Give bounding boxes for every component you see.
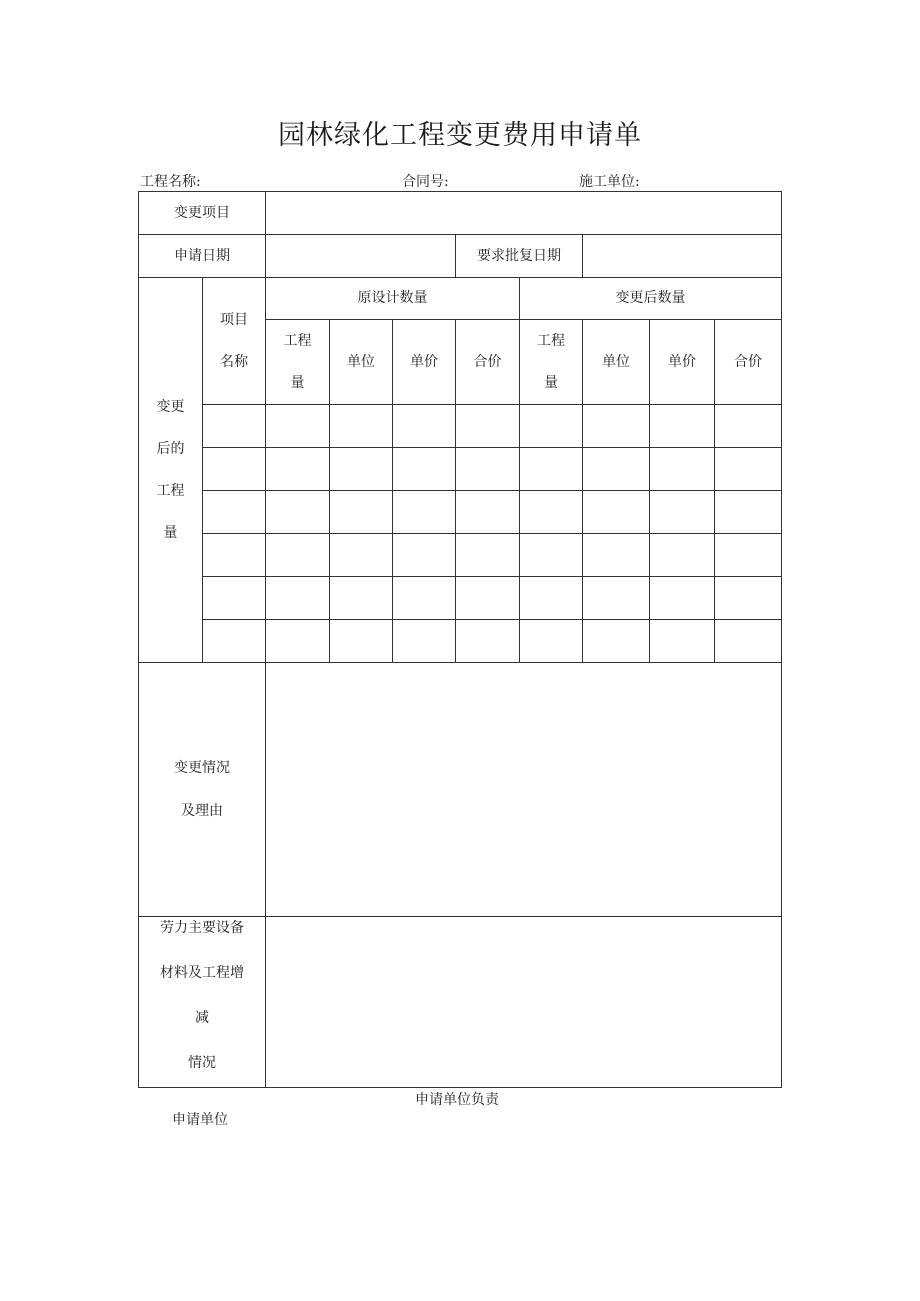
change-reason-label: 变更情况 及理由: [139, 663, 266, 917]
table-cell[interactable]: [520, 405, 583, 448]
changed-price-header: 单价: [650, 320, 715, 405]
table-cell[interactable]: [203, 405, 266, 448]
table-cell[interactable]: [583, 491, 650, 534]
responsible-person-label: 申请单位负责: [415, 1092, 499, 1108]
table-cell[interactable]: [203, 448, 266, 491]
table-cell[interactable]: [456, 491, 520, 534]
table-cell[interactable]: [456, 405, 520, 448]
table-cell[interactable]: [715, 491, 782, 534]
table-cell[interactable]: [583, 577, 650, 620]
table-cell[interactable]: [393, 534, 456, 577]
project-name-label: 工程名称:: [140, 174, 201, 190]
table-cell[interactable]: [650, 448, 715, 491]
original-unit-header: 单位: [330, 320, 393, 405]
changed-quantity-section-label: 变更 后的 工程 量: [139, 278, 203, 663]
table-cell[interactable]: [520, 577, 583, 620]
resources-change-label: 劳力主要设备 材料及工程增 减 情况: [139, 917, 266, 1088]
table-row: [139, 577, 782, 620]
table-cell[interactable]: [650, 577, 715, 620]
original-quantity-header: 原设计数量: [266, 278, 520, 320]
table-cell[interactable]: [203, 534, 266, 577]
changed-quantity-header: 变更后数量: [520, 278, 782, 320]
apply-date-label: 申请日期: [139, 235, 266, 278]
table-cell[interactable]: [266, 577, 330, 620]
table-cell[interactable]: [330, 448, 393, 491]
table-cell[interactable]: [715, 448, 782, 491]
table-cell[interactable]: [203, 620, 266, 663]
applicant-label: 申请单位: [172, 1112, 228, 1128]
table-cell[interactable]: [520, 448, 583, 491]
table-cell[interactable]: [456, 620, 520, 663]
table-row: [139, 620, 782, 663]
table-cell[interactable]: [266, 491, 330, 534]
changed-qty-header: 工程 量: [520, 320, 583, 405]
changed-unit-header: 单位: [583, 320, 650, 405]
table-cell[interactable]: [203, 491, 266, 534]
table-row: [139, 405, 782, 448]
table-cell[interactable]: [330, 405, 393, 448]
change-item-label: 变更项目: [139, 192, 266, 235]
contractor-label: 施工单位:: [579, 174, 640, 190]
table-cell[interactable]: [650, 491, 715, 534]
table-cell[interactable]: [715, 577, 782, 620]
table-row: [139, 534, 782, 577]
table-cell[interactable]: [393, 491, 456, 534]
table-cell[interactable]: [330, 620, 393, 663]
table-cell[interactable]: [266, 405, 330, 448]
table-cell[interactable]: [650, 620, 715, 663]
table-cell[interactable]: [266, 620, 330, 663]
table-cell[interactable]: [583, 448, 650, 491]
table-cell[interactable]: [650, 405, 715, 448]
table-cell[interactable]: [715, 405, 782, 448]
table-cell[interactable]: [650, 534, 715, 577]
table-cell[interactable]: [583, 534, 650, 577]
table-row: [139, 491, 782, 534]
table-cell[interactable]: [266, 448, 330, 491]
table-cell[interactable]: [583, 405, 650, 448]
reply-date-field[interactable]: [583, 235, 782, 278]
table-cell[interactable]: [520, 534, 583, 577]
table-cell[interactable]: [393, 448, 456, 491]
original-price-header: 单价: [393, 320, 456, 405]
item-name-header: 项目 名称: [203, 278, 266, 405]
table-cell[interactable]: [583, 620, 650, 663]
change-item-field[interactable]: [266, 192, 782, 235]
page-title: 园林绿化工程变更费用申请单: [278, 120, 642, 151]
table-cell[interactable]: [520, 620, 583, 663]
table-cell[interactable]: [715, 534, 782, 577]
table-row: [139, 448, 782, 491]
table-cell[interactable]: [203, 577, 266, 620]
change-request-table: [138, 191, 782, 1088]
table-cell[interactable]: [456, 448, 520, 491]
table-cell[interactable]: [715, 620, 782, 663]
change-reason-field[interactable]: [266, 663, 782, 917]
table-cell[interactable]: [266, 534, 330, 577]
table-cell[interactable]: [456, 534, 520, 577]
table-cell[interactable]: [330, 534, 393, 577]
original-total-header: 合价: [456, 320, 520, 405]
table-cell[interactable]: [330, 577, 393, 620]
changed-total-header: 合价: [715, 320, 782, 405]
apply-date-field[interactable]: [266, 235, 456, 278]
table-cell[interactable]: [393, 405, 456, 448]
table-cell[interactable]: [393, 577, 456, 620]
table-cell[interactable]: [456, 577, 520, 620]
contract-no-label: 合同号:: [402, 174, 449, 190]
table-cell[interactable]: [330, 491, 393, 534]
table-cell[interactable]: [520, 491, 583, 534]
reply-date-label: 要求批复日期: [456, 235, 583, 278]
table-cell[interactable]: [393, 620, 456, 663]
resources-change-field[interactable]: [266, 917, 782, 1088]
original-qty-header: 工程 量: [266, 320, 330, 405]
